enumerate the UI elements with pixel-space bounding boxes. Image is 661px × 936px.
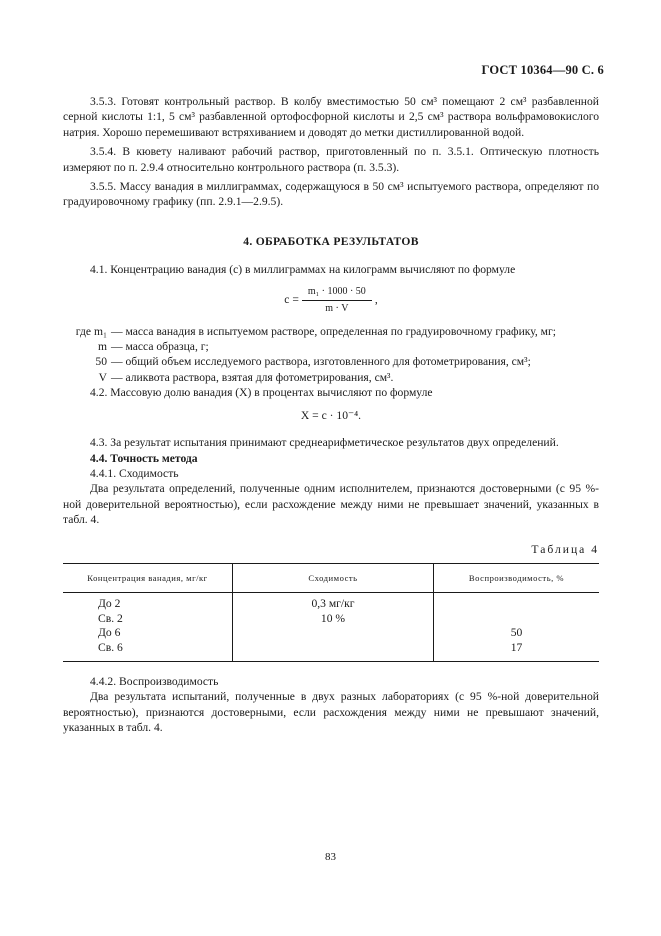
table-cell: 10 % — [233, 612, 434, 626]
paragraph-4-4-2-title: 4.4.2. Воспроизводимость — [90, 674, 219, 688]
precision-table — [63, 563, 599, 662]
definition-text: — аликвота раствора, взятая для фотометрирования, см³. — [111, 370, 394, 384]
page-header: ГОСТ 10364—90 С. 6 — [481, 63, 604, 77]
paragraph-4-4: 4.4. Точность метода — [90, 451, 198, 465]
table-cell: 0,3 мг/кг — [233, 593, 434, 612]
table-cell — [233, 641, 434, 662]
definition-symbol: где m₁ — [75, 324, 107, 338]
formula-lhs: c = — [284, 293, 299, 307]
table-header-reproducibility: Воспроизводимость, % — [434, 563, 600, 592]
formula-concentration — [63, 285, 599, 316]
table-row — [63, 641, 599, 662]
page-content — [63, 94, 599, 736]
paragraph-4-4-1-title: 4.4.1. Сходимость — [90, 466, 179, 480]
table-cell: 17 — [434, 641, 600, 662]
definition-symbol: V — [98, 370, 107, 384]
table-row — [63, 626, 599, 640]
table-row — [63, 593, 599, 612]
table-header-concentration: Концентрация ванадия, мг/кг — [63, 563, 233, 592]
definition-text: — масса ванадия в испытуемом растворе, определенная по градуировочному графику, мг; — [111, 324, 556, 338]
table-header-repeatability: Сходимость — [233, 563, 434, 592]
table-caption: Таблица 4 — [531, 542, 599, 556]
definition-row — [63, 339, 599, 354]
paragraph-4-2: 4.2. Массовую долю ванадия (X) в процентах вычисляют по формуле — [90, 386, 433, 400]
table-cell: 50 — [434, 626, 600, 640]
table-cell: До 2 — [98, 597, 121, 611]
formula-mass-fraction: X = c · 10⁻⁴. — [300, 408, 362, 422]
paragraph-4-4-2-text: Два результата испытаний, полученные в двух разных лабораториях (с 95 %-ной доверительной вероятностью), признаются достоверными, если расхождения между ними не превышают значений, указанных в табл. 4. — [63, 690, 599, 735]
section-title: 4. ОБРАБОТКА РЕЗУЛЬТАТОВ — [243, 234, 419, 248]
paragraph-3-5-5: 3.5.5. Массу ванадия в миллиграммах, содержащуюся в 50 см³ испытуемого раствора, определяют по градуировочному графику (пп. 2.9.1—2.9.5). — [63, 180, 599, 209]
definition-text: — общий объем исследуемого раствора, изготовленного для фотометрирования, см³; — [111, 355, 531, 369]
formula-numerator: m₁ · 1000 · 50 — [302, 285, 372, 301]
table-cell: До 6 — [98, 626, 121, 640]
table-header-row — [63, 563, 599, 592]
formula-tail: , — [374, 293, 378, 307]
table-row — [63, 612, 599, 626]
table-cell — [434, 593, 600, 612]
formula-definitions — [63, 324, 599, 386]
definition-row — [63, 324, 599, 339]
table-cell: Св. 6 — [63, 641, 233, 662]
formula-denominator: m · V — [325, 302, 349, 314]
paragraph-3-5-3: 3.5.3. Готовят контрольный раствор. В колбу вместимостью 50 см³ помещают 2 см³ разбавленной серной кислоты 1:1, 5 см³ разбавленной ортофосфорной кислоты и 2,5 см³ раствора вольфрамовокислого натрия. Хорошо перемешивают встряхиванием и доводят до метки дистиллированной водой. — [63, 95, 599, 139]
table-cell — [233, 626, 434, 640]
formula-fraction — [302, 285, 372, 316]
table-cell: Св. 2 — [98, 611, 123, 625]
definition-row — [63, 370, 599, 385]
paragraph-4-3: 4.3. За результат испытания принимают среднеарифметическое результатов двух определений. — [90, 436, 559, 450]
paragraph-4-1: 4.1. Концентрацию ванадия (c) в миллиграммах на килограмм вычисляют по формуле — [90, 263, 516, 277]
definition-symbol: m — [97, 340, 107, 354]
definition-row — [63, 354, 599, 369]
paragraph-4-4-1-text: Два результата определений, полученные одним исполнителем, признаются достоверными (с 95 %-ной доверительной вероятностью), если расхождение между ними не превышает значений, указанных в табл. 4. — [63, 482, 599, 527]
definition-symbol: 50 — [95, 355, 107, 369]
page-number: 83 — [325, 851, 336, 863]
definition-text: — масса образца, г; — [111, 340, 209, 354]
paragraph-3-5-4: 3.5.4. В кювету наливают рабочий раствор, приготовленный по п. 3.5.1. Оптическую плотность измеряют по п. 2.9.4 относительно контрольного раствора (п. 3.5.3). — [63, 145, 599, 174]
table-cell — [434, 612, 600, 626]
